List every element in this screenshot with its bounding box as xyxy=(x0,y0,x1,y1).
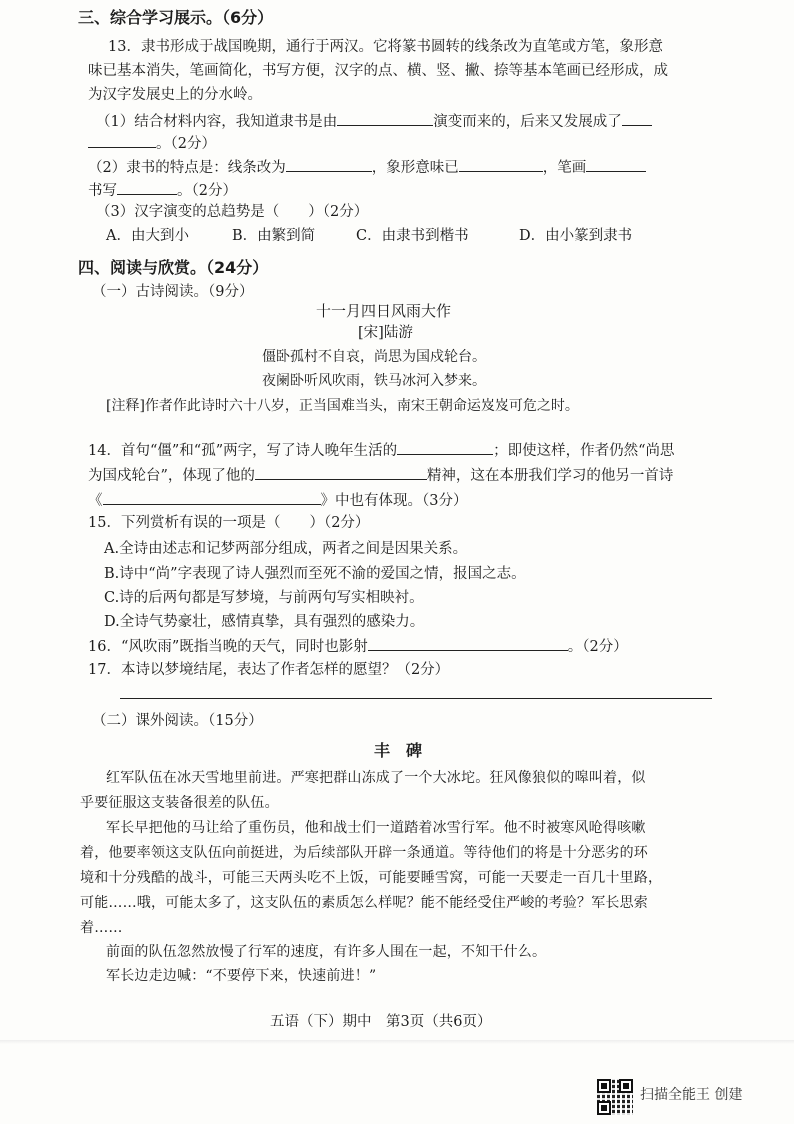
poem-author: [宋]陆游 xyxy=(358,325,413,341)
q14-line3: 《 》中也有体现。（3分） xyxy=(88,490,467,511)
q14-line1: 14．首句“僵”和“孤”两字，写了诗人晚年生活的 ；即使这样，作者仍然“尚思 xyxy=(88,440,675,461)
q16: 16．“风吹雨”既指当晚的天气，同时也影射 。（2分） xyxy=(88,636,628,657)
q13-sub3: （3）汉字演变的总趋势是（ ）（2分） xyxy=(96,204,369,220)
q13-option-d: D．由小篆到隶书 xyxy=(519,228,633,244)
answer-blank[interactable] xyxy=(88,133,156,148)
poem-line-2: 夜阑卧听风吹雨，铁马冰河入梦来。 xyxy=(262,373,486,389)
q17-answer-line[interactable] xyxy=(120,698,712,699)
qr-code-icon xyxy=(597,1079,633,1115)
answer-blank[interactable] xyxy=(286,157,372,172)
story-paragraph-line: 着…… xyxy=(80,920,123,936)
poem-note: [注释]作者作此诗时六十八岁，正当国难当头，南宋王朝命运岌岌可危之时。 xyxy=(106,398,579,414)
answer-blank[interactable] xyxy=(586,157,646,172)
q13-text-line3: 为汉字发展史上的分水岭。 xyxy=(88,87,262,103)
q15-stem: 15．下列赏析有误的一项是（ ）（2分） xyxy=(88,515,370,531)
answer-blank[interactable] xyxy=(368,636,568,651)
page-footer: 五语（下）期中 第3页（共6页） xyxy=(270,1014,492,1030)
answer-blank[interactable] xyxy=(255,465,427,480)
answer-blank[interactable] xyxy=(117,180,177,195)
story-paragraph-line: 乎要征服这支装备很差的队伍。 xyxy=(80,795,279,811)
answer-blank[interactable] xyxy=(622,111,652,126)
poem-line-1: 僵卧孤村不自哀，尚思为国戍轮台。 xyxy=(262,349,486,365)
q13-sub2: （2）隶书的特点是：线条改为 ，象形意味已 ，笔画 xyxy=(88,157,646,178)
q13-option-a: A．由大到小 xyxy=(106,228,189,244)
story-paragraph-line: 境和十分残酷的战斗，可能三天两头吃不上饭，可能要睡雪窝，可能一天要走一百几十里路， xyxy=(80,870,663,886)
q13-sub1-cont: 。（2分） xyxy=(88,133,216,154)
q13-text-line2: 味已基本消失，笔画简化，书写方便，汉字的点、横、竖、撇、捺等基本笔画已经形成，成 xyxy=(88,63,668,79)
poem-title: 十一月四日风雨大作 xyxy=(316,302,452,320)
story-title: 丰 碑 xyxy=(374,741,423,760)
story-paragraph-line: 红军队伍在冰天雪地里前进。严寒把群山冻成了一个大冰坨。狂风像狼似的嗥叫着，似 xyxy=(106,770,646,786)
section3-heading: 三、综合学习展示。（6分） xyxy=(78,8,274,27)
q13-text-line1: 13．隶书形成于战国晚期，通行于两汉。它将篆书圆转的线条改为直笔或方笔，象形意 xyxy=(108,39,663,55)
q13-option-b: B．由繁到简 xyxy=(232,228,316,244)
answer-blank[interactable] xyxy=(337,111,433,126)
part1-heading: （一）古诗阅读。（9分） xyxy=(92,284,254,300)
q13-option-c: C．由隶书到楷书 xyxy=(356,228,469,244)
q15-option-d: D.全诗气势豪壮，感情真挚，具有强烈的感染力。 xyxy=(104,614,425,630)
section4-heading: 四、阅读与欣赏。（24分） xyxy=(78,258,269,277)
answer-blank[interactable] xyxy=(103,490,321,505)
part2-heading: （二）课外阅读。（15分） xyxy=(92,713,263,729)
story-paragraph-line: 前面的队伍忽然放慢了行军的速度，有许多人围在一起，不知干什么。 xyxy=(106,944,547,960)
story-paragraph-line: 军长早把他的马让给了重伤员，他和战士们一道踏着冰雪行军。他不时被寒风呛得咳嗽 xyxy=(106,820,646,836)
q14-line2: 为国戍轮台”，体现了他的 精神，这在本册我们学习的他另一首诗 xyxy=(88,465,673,486)
scan-edge xyxy=(0,1040,794,1044)
q13-sub1: （1）结合材料内容，我知道隶书是由 演变而来的，后来又发展成了 xyxy=(96,111,652,132)
story-paragraph-line: 着，他要率领这支队伍向前挺进，为后续部队开辟一条通道。等待他们的将是十分恶劣的环 xyxy=(80,845,648,861)
q13-sub2-cont: 书写 。（2分） xyxy=(88,180,237,201)
answer-blank[interactable] xyxy=(397,440,493,455)
q17: 17．本诗以梦境结尾，表达了作者怎样的愿望？（2分） xyxy=(88,662,450,678)
answer-blank[interactable] xyxy=(459,157,543,172)
story-paragraph-line: 军长边走边喊：“不要停下来，快速前进！” xyxy=(106,968,377,984)
scanner-watermark: 扫描全能王 创建 xyxy=(640,1087,743,1103)
story-paragraph-line: 可能……哦，可能太多了，这支队伍的素质怎么样呢？能不能经受住严峻的考验？军长思索 xyxy=(80,895,648,911)
q15-option-c: C.诗的后两句都是写梦境，与前两句写实相映衬。 xyxy=(104,590,424,606)
q15-option-b: B.诗中“尚”字表现了诗人强烈而至死不渝的爱国之情，报国之志。 xyxy=(104,566,526,582)
q15-option-a: A.全诗由述志和记梦两部分组成，两者之间是因果关系。 xyxy=(104,541,468,557)
